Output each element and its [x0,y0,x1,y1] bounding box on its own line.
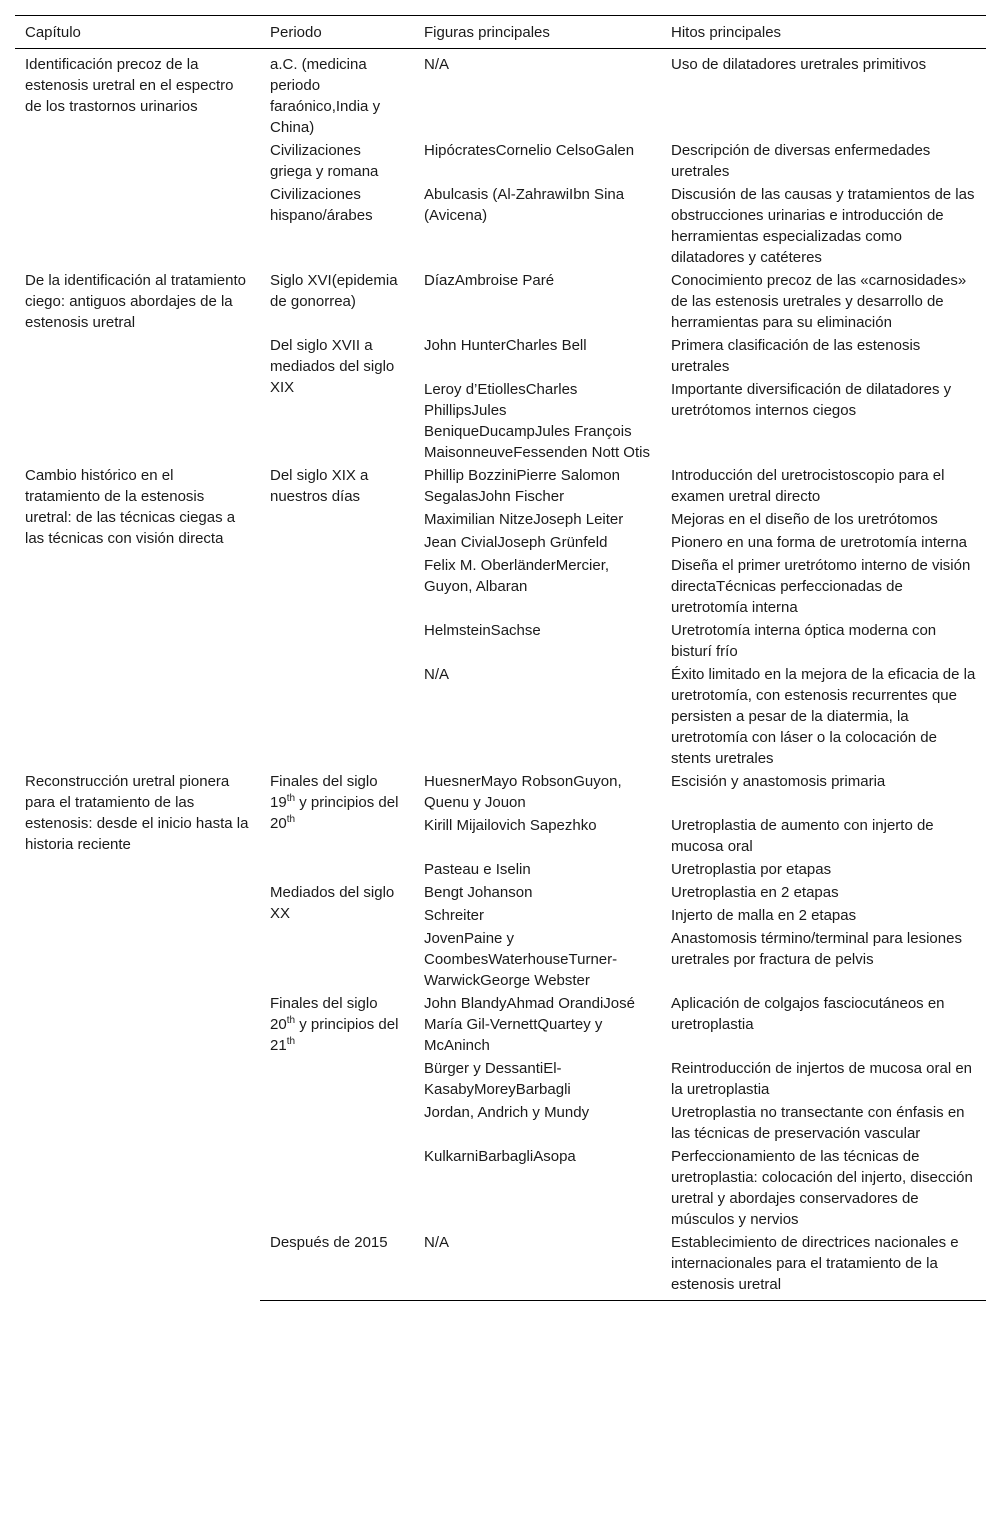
period-superscript: th [286,814,296,825]
period-cell: Del siglo XVII a mediados del siglo XIX [270,337,395,396]
figures-cell: Felix M. OberländerMercier, Guyon, Albaran [424,557,610,595]
table-row [15,463,986,507]
milestone-cell: Primera clasificación de las estenosis uretrales [671,337,921,375]
figures-cell: HelmsteinSachse [424,622,541,639]
figures-cell: HipócratesCornelio CelsoGalen [424,142,635,159]
milestone-cell: Uretroplastia de aumento con injerto de mucosa oral [671,817,934,855]
chapter-cell: Identificación precoz de la estenosis uretral en el espectro de los trastornos urinarios [25,56,234,115]
period-superscript: th [286,1015,296,1026]
period-cell [260,769,414,880]
milestone-cell: Anastomosis término/terminal para lesiones uretrales por fractura de pelvis [671,930,962,968]
header-milestones: Hitos principales [671,24,782,41]
milestone-cell: Uretroplastia por etapas [671,861,832,878]
period-text: Finales del siglo 20 [270,995,378,1033]
figures-cell: Kirill Mijailovich Sapezhko [424,817,597,834]
period-cell: Civilizaciones griega y romana [270,142,379,180]
milestone-cell: Uso de dilatadores uretrales primitivos [671,56,927,73]
milestone-cell: Escisión y anastomosis primaria [671,773,886,790]
milestone-cell: Mejoras en el diseño de los uretrótomos [671,511,938,528]
chapter-cell: Reconstrucción uretral pionera para el tratamiento de las estenosis: desde el inicio hasta la historia reciente [25,773,249,853]
figures-cell: N/A [414,1230,661,1301]
figures-cell: N/A [424,56,450,73]
figures-cell: N/A [424,666,450,683]
figures-cell: Leroy d’EtiollesCharles PhillipsJules BeniqueDucampJules François MaisonneuveFessenden Nott Otis [424,381,650,461]
milestone-cell: Introducción del uretrocistoscopio para el examen uretral directo [671,467,945,505]
header-chapter: Capítulo [25,24,81,41]
milestone-cell: Uretroplastia no transectante con énfasis en las técnicas de preservación vascular [671,1104,965,1142]
period-cell: Después de 2015 [260,1230,414,1301]
figures-cell: DíazAmbroise Paré [424,272,555,289]
figures-cell: Bürger y DessantiEl-KasabyMoreyBarbagli [424,1060,571,1098]
header-period: Periodo [270,24,322,41]
figures-cell: HuesnerMayo RobsonGuyon, Quenu y Jouon [424,773,622,811]
figures-cell: KulkarniBarbagliAsopa [424,1148,576,1165]
milestone-cell: Éxito limitado en la mejora de la eficacia de la uretrotomía, con estenosis recurrentes que persisten a pesar de la diatermia, la uretrotomía con láser o la colocación de stents uretrales [671,666,976,767]
period-cell [260,991,414,1230]
figures-cell: John HunterCharles Bell [424,337,587,354]
milestone-cell: Reintroducción de injertos de mucosa oral en la uretroplastia [671,1060,973,1098]
table-row [15,268,986,333]
figures-cell: Abulcasis (Al-ZahrawiIbn Sina (Avicena) [424,186,625,224]
table-row [15,49,986,139]
figures-cell: Pasteau e Iselin [424,861,531,878]
milestone-cell: Conocimiento precoz de las «carnosidades» de las estenosis uretrales y desarrollo de herramientas para su eliminación [671,272,967,331]
figures-cell: Maximilian NitzeJoseph Leiter [424,511,624,528]
table-row [15,769,986,813]
milestone-cell: Establecimiento de directrices nacionales e internacionales para el tratamiento de la estenosis uretral [661,1230,986,1301]
milestone-cell: Discusión de las causas y tratamientos de las obstrucciones urinarias e introducción de herramientas especializadas como dilatadores y catéteres [671,186,975,266]
header-figures: Figuras principales [424,24,550,41]
milestone-cell: Injerto de malla en 2 etapas [671,907,857,924]
figures-cell: Schreiter [424,907,485,924]
chapter-cell: De la identificación al tratamiento ciego: antiguos abordajes de la estenosis uretral [25,272,246,331]
milestone-cell: Uretrotomía interna óptica moderna con bisturí frío [671,622,937,660]
figures-cell: Jordan, Andrich y Mundy [424,1104,590,1121]
period-cell: Del siglo XIX a nuestros días [270,467,369,505]
history-table [15,15,986,1301]
period-text: y principios del 21 [270,1016,399,1054]
figures-cell: Jean CivialJoseph Grünfeld [424,534,608,551]
period-text: Finales del siglo 19 [270,773,378,811]
chapter-cell: Cambio histórico en el tratamiento de la estenosis uretral: de las técnicas ciegas a las técnicas con visión directa [25,467,236,547]
milestone-cell: Descripción de diversas enfermedades uretrales [671,142,931,180]
figures-cell: John BlandyAhmad OrandiJosé María Gil-VernettQuartey y McAninch [424,995,635,1054]
milestone-cell: Aplicación de colgajos fasciocutáneos en uretroplastia [671,995,945,1033]
period-cell: Civilizaciones hispano/árabes [270,186,373,224]
period-text: y principios del 20 [270,794,399,832]
period-cell: Mediados del siglo XX [270,884,395,922]
milestone-cell: Pionero en una forma de uretrotomía interna [671,534,968,551]
figures-cell: Bengt Johanson [424,884,533,901]
table-header-row [15,16,986,49]
period-cell: Siglo XVI(epidemia de gonorrea) [270,272,398,310]
figures-cell: Phillip BozziniPierre Salomon SegalasJohn Fischer [424,467,620,505]
period-superscript: th [286,793,296,804]
milestone-cell: Perfeccionamiento de las técnicas de uretroplastia: colocación del injerto, disección uretral y abordajes conservadores de músculos y nervios [671,1148,973,1228]
period-superscript: th [286,1036,296,1047]
period-cell: a.C. (medicina periodo faraónico,India y China) [270,56,381,136]
milestone-cell: Diseña el primer uretrótomo interno de visión directaTécnicas perfeccionadas de uretrotomía interna [671,557,971,616]
milestone-cell: Uretroplastia en 2 etapas [671,884,839,901]
milestone-cell: Importante diversificación de dilatadores y uretrótomos internos ciegos [671,381,952,419]
figures-cell: JovenPaine y CoombesWaterhouseTurner-WarwickGeorge Webster [424,930,618,989]
